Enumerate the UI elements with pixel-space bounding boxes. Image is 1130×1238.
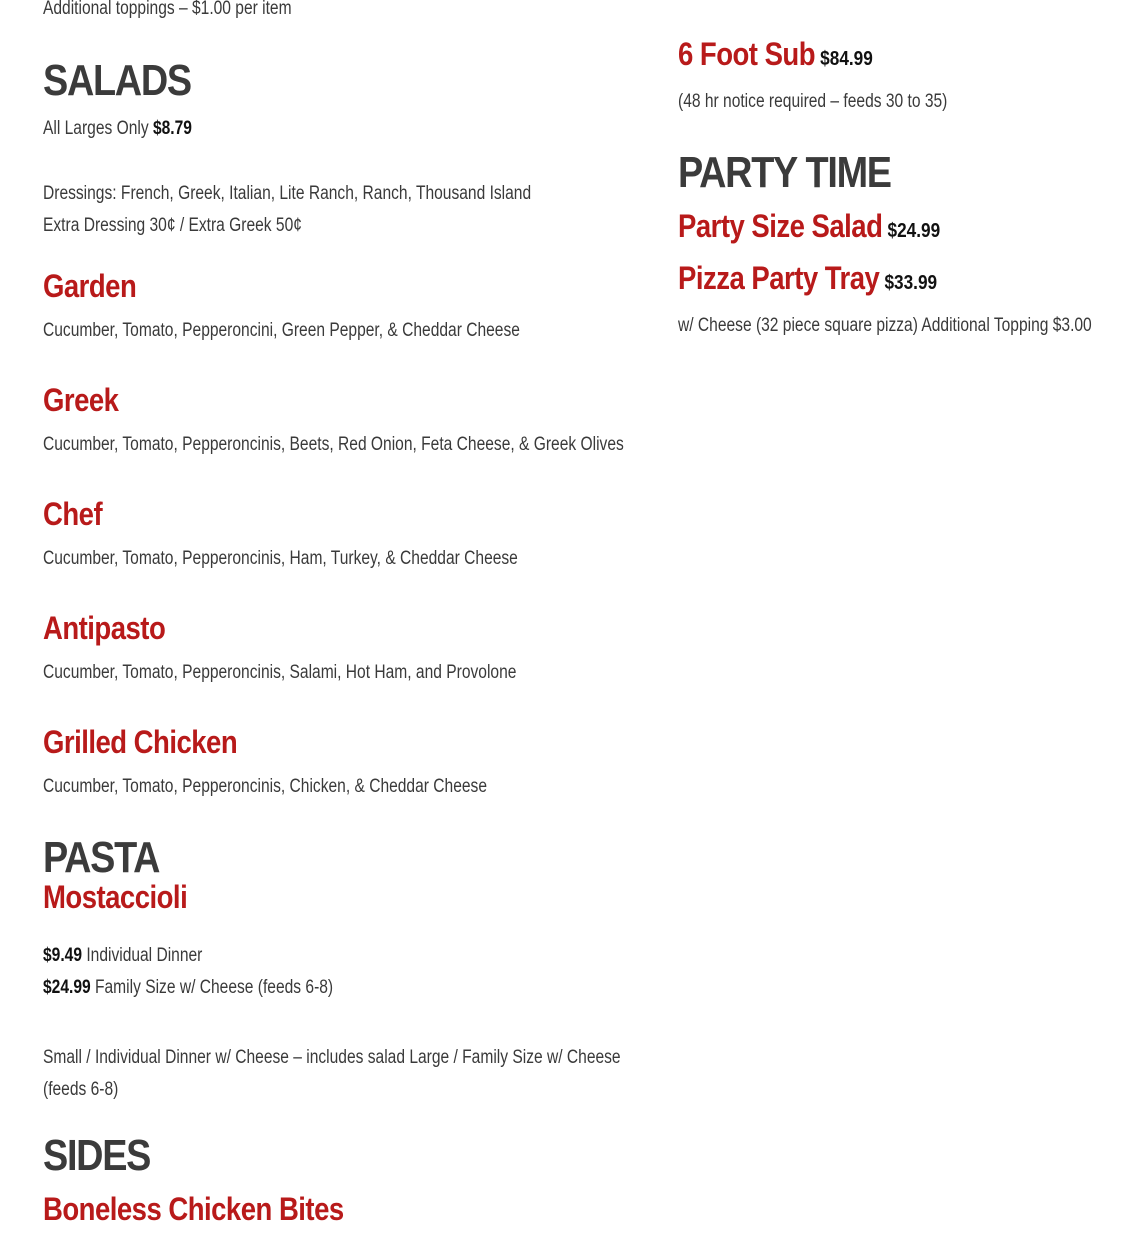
pizza-tray-price: $33.99 [884,272,938,294]
sub-name: 6 Foot Sub [678,36,816,72]
salad-name-garden: Garden [43,268,137,304]
party-salad-price: $24.99 [887,220,941,242]
pizza-tray-name: Pizza Party Tray [678,260,880,296]
pasta-price-family [43,977,333,999]
salad-desc-chef: Cucumber, Tomato, Pepperoncinis, Ham, Turkey, & Cheddar Cheese [43,548,518,569]
sub-price: $84.99 [820,48,873,70]
pasta-price2-label: Family Size w/ Cheese (feeds 6-8) [94,977,334,998]
pasta-note: Small / Individual Dinner w/ Cheese – includes salad Large / Family Size w/ Cheese (feeds 6-8) [43,1047,621,1100]
pasta-price-individual [43,945,202,967]
party-salad-line [678,208,940,245]
pizza-tray-line [678,260,937,297]
pasta-price2: $24.99 [43,977,91,998]
top-divider [678,0,968,7]
salad-name-antipasto: Antipasto [43,610,166,646]
pasta-price1: $9.49 [43,945,82,966]
pasta-price1-label: Individual Dinner [86,945,203,966]
salad-name-chef: Chef [43,496,103,532]
salad-desc-garden: Cucumber, Tomato, Pepperoncini, Green Pepper, & Cheddar Cheese [43,320,520,341]
salads-price-line [43,118,192,140]
pasta-heading: PASTA [43,833,160,882]
sub-title-line [678,36,873,73]
toppings-note: Additional toppings – $1.00 per item [43,0,292,19]
party-heading: PARTY TIME [678,148,891,197]
sides-heading: SIDES [43,1131,151,1180]
salad-desc-greek: Cucumber, Tomato, Pepperoncinis, Beets, Red Onion, Feta Cheese, & Greek Olives [43,434,624,455]
salads-heading: SALADS [43,56,191,105]
salad-desc-antipasto: Cucumber, Tomato, Pepperoncinis, Salami, Hot Ham, and Provolone [43,662,517,683]
all-larges-price: $8.79 [152,118,192,139]
sides-name-boneless-chicken-bites: Boneless Chicken Bites [43,1191,344,1227]
salad-name-grilled-chicken: Grilled Chicken [43,724,238,760]
party-salad-name: Party Size Salad [678,208,883,244]
extra-dressing-text: Extra Dressing 30¢ / Extra Greek 50¢ [43,215,302,236]
pasta-name-mostaccioli: Mostaccioli [43,879,188,915]
salad-desc-grilled-chicken: Cucumber, Tomato, Pepperoncinis, Chicken, & Cheddar Cheese [43,776,487,797]
sub-note: (48 hr notice required – feeds 30 to 35) [678,91,948,112]
pizza-tray-note: w/ Cheese (32 piece square pizza) Additional Topping $3.00 [678,315,1092,336]
all-larges-label: All Larges Only [43,118,149,139]
salad-name-greek: Greek [43,382,119,418]
dressings-text: Dressings: French, Greek, Italian, Lite Ranch, Ranch, Thousand Island [43,183,532,204]
